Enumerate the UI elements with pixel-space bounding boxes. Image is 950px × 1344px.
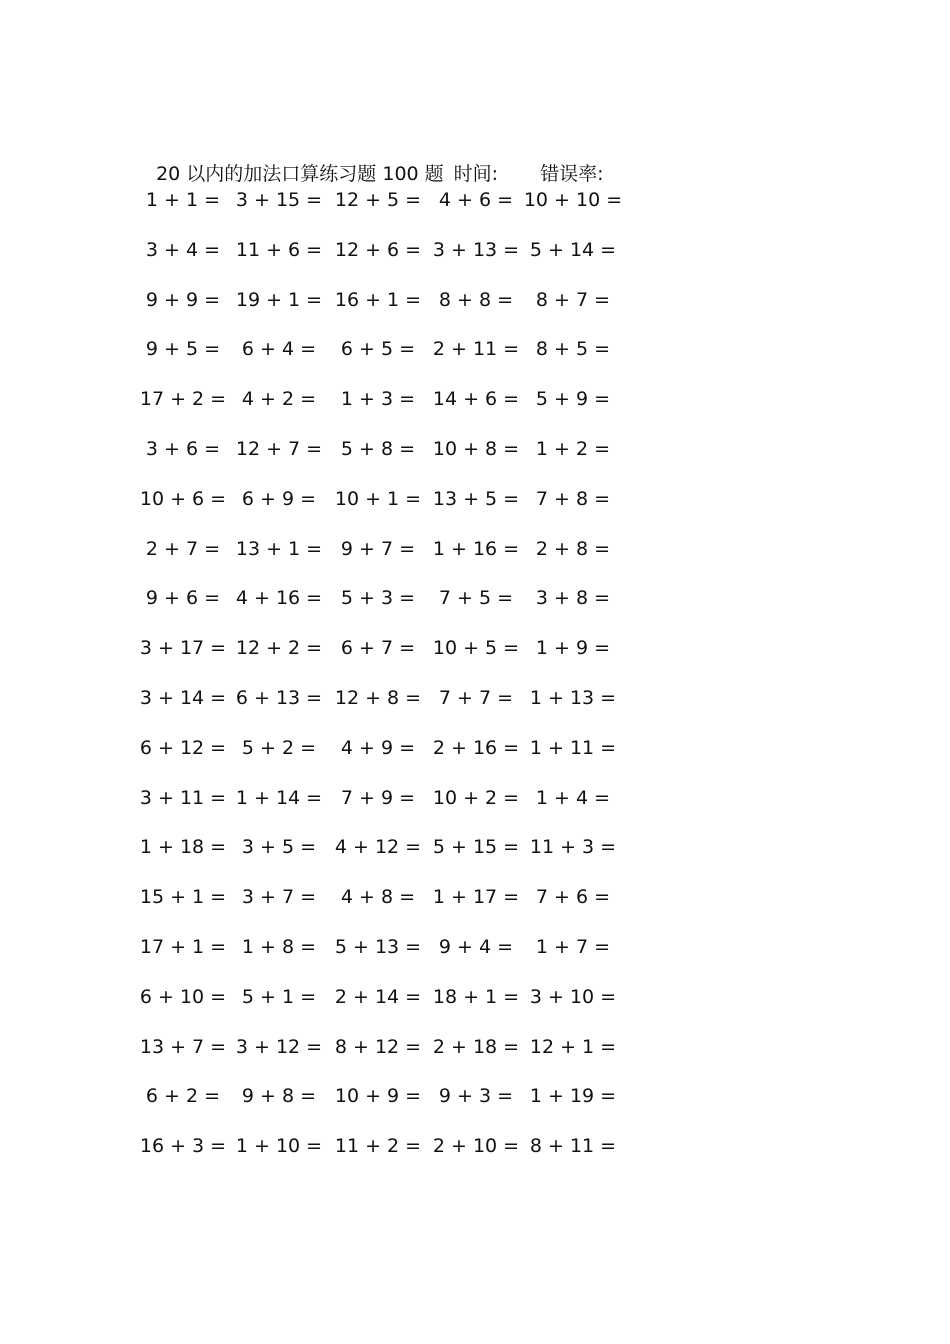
math-problem: 2 + 18 =: [432, 1035, 520, 1058]
math-problem: 14 + 6 =: [432, 388, 520, 411]
math-problem: 18 + 1 =: [432, 985, 520, 1008]
math-problem: 16 + 3 =: [139, 1135, 227, 1158]
math-problem: 5 + 3 =: [340, 587, 416, 610]
math-problem: 1 + 7 =: [535, 936, 611, 958]
math-problem: 17 + 2 =: [139, 388, 227, 411]
math-problem: 1 + 13 =: [529, 687, 617, 709]
math-problem: 1 + 18 =: [139, 836, 227, 859]
math-problem: 3 + 10 =: [529, 985, 617, 1008]
math-problem: 1 + 10 =: [235, 1135, 323, 1158]
math-problem: 2 + 8 =: [535, 537, 611, 560]
math-problem: 1 + 11 =: [529, 736, 617, 759]
math-problem: 3 + 4 =: [145, 238, 221, 261]
math-problem: 7 + 5 =: [438, 587, 514, 610]
math-problem: 8 + 7 =: [535, 288, 611, 311]
math-problem: 1 + 14 =: [235, 786, 323, 809]
math-problem: 3 + 8 =: [535, 587, 611, 610]
math-problem: 19 + 1 =: [235, 288, 323, 311]
math-problem: 17 + 1 =: [139, 936, 227, 958]
math-problem: 4 + 12 =: [334, 836, 422, 859]
math-problem: 12 + 2 =: [235, 637, 323, 660]
math-problem: 15 + 1 =: [139, 886, 227, 909]
math-problem: 3 + 17 =: [139, 637, 227, 660]
math-problem: 10 + 8 =: [432, 438, 520, 460]
math-problem: 11 + 2 =: [334, 1135, 422, 1158]
math-problem: 5 + 15 =: [432, 836, 520, 859]
math-problem: 6 + 10 =: [139, 985, 227, 1008]
math-problem: 3 + 14 =: [139, 687, 227, 709]
math-problem: 5 + 1 =: [241, 985, 317, 1008]
math-problem: 12 + 6 =: [334, 238, 422, 261]
math-problem: 10 + 6 =: [139, 487, 227, 510]
math-problem: 7 + 7 =: [438, 687, 514, 709]
math-problem: 1 + 8 =: [241, 936, 317, 958]
math-problem: 8 + 5 =: [535, 338, 611, 361]
math-problem: 7 + 8 =: [535, 487, 611, 510]
math-problem: 7 + 6 =: [535, 886, 611, 909]
math-problem: 3 + 13 =: [432, 238, 520, 261]
math-problem: 1 + 3 =: [340, 388, 416, 411]
math-problem: 10 + 2 =: [432, 786, 520, 809]
math-problem: 4 + 9 =: [340, 736, 416, 759]
math-problem: 3 + 11 =: [139, 786, 227, 809]
math-problem: 9 + 4 =: [438, 936, 514, 958]
math-problem: 8 + 11 =: [529, 1135, 617, 1158]
math-problem: 1 + 16 =: [432, 537, 520, 560]
math-problem: 6 + 12 =: [139, 736, 227, 759]
math-problem: 7 + 9 =: [340, 786, 416, 809]
math-problem: 1 + 4 =: [535, 786, 611, 809]
math-problem: 13 + 7 =: [139, 1035, 227, 1058]
math-problem: 5 + 9 =: [535, 388, 611, 411]
worksheet-title: 20 以内的加法口算练习题 100 题: [156, 163, 444, 185]
math-problem: 2 + 11 =: [432, 338, 520, 361]
math-problem: 3 + 15 =: [235, 189, 323, 211]
math-problem: 16 + 1 =: [334, 288, 422, 311]
math-problem: 3 + 5 =: [241, 836, 317, 859]
math-problem: 1 + 19 =: [529, 1085, 617, 1108]
math-problem: 9 + 8 =: [241, 1085, 317, 1108]
math-problem: 1 + 2 =: [535, 438, 611, 460]
math-problem: 11 + 3 =: [529, 836, 617, 859]
math-problem: 3 + 12 =: [235, 1035, 323, 1058]
math-problem: 8 + 12 =: [334, 1035, 422, 1058]
time-label: 时间:: [453, 163, 499, 185]
math-problem: 4 + 16 =: [235, 587, 323, 610]
math-problem: 2 + 10 =: [432, 1135, 520, 1158]
math-problem: 6 + 5 =: [340, 338, 416, 361]
math-problem: 9 + 9 =: [145, 288, 221, 311]
math-problem: 2 + 16 =: [432, 736, 520, 759]
math-problem: 13 + 5 =: [432, 487, 520, 510]
math-problem: 10 + 10 =: [523, 189, 623, 211]
error-rate-label: 错误率:: [540, 163, 604, 185]
math-problem: 9 + 5 =: [145, 338, 221, 361]
math-problem: 9 + 3 =: [438, 1085, 514, 1108]
math-problem: 8 + 8 =: [438, 288, 514, 311]
math-problem: 6 + 13 =: [235, 687, 323, 709]
math-problem: 11 + 6 =: [235, 238, 323, 261]
math-problem: 1 + 17 =: [432, 886, 520, 909]
math-problem: 12 + 5 =: [334, 189, 422, 211]
math-problem: 9 + 7 =: [340, 537, 416, 560]
math-problem: 5 + 13 =: [334, 936, 422, 958]
math-problem: 3 + 7 =: [241, 886, 317, 909]
math-problem: 5 + 8 =: [340, 438, 416, 460]
math-problem: 12 + 1 =: [529, 1035, 617, 1058]
math-problem: 6 + 2 =: [145, 1085, 221, 1108]
math-problem: 2 + 7 =: [145, 537, 221, 560]
math-problem: 10 + 1 =: [334, 487, 422, 510]
math-problem: 2 + 14 =: [334, 985, 422, 1008]
math-problem: 10 + 9 =: [334, 1085, 422, 1108]
math-problem: 3 + 6 =: [145, 438, 221, 460]
math-problem: 10 + 5 =: [432, 637, 520, 660]
math-problem: 4 + 2 =: [241, 388, 317, 411]
math-problem: 1 + 9 =: [535, 637, 611, 660]
math-problem: 6 + 9 =: [241, 487, 317, 510]
math-problem: 4 + 6 =: [438, 189, 514, 211]
math-problem: 9 + 6 =: [145, 587, 221, 610]
math-problem: 12 + 8 =: [334, 687, 422, 709]
math-problem: 12 + 7 =: [235, 438, 323, 460]
math-problem: 1 + 1 =: [145, 189, 221, 211]
math-problem: 4 + 8 =: [340, 886, 416, 909]
math-problem: 5 + 2 =: [241, 736, 317, 759]
math-problem: 13 + 1 =: [235, 537, 323, 560]
math-problem: 5 + 14 =: [529, 238, 617, 261]
math-problem: 6 + 4 =: [241, 338, 317, 361]
math-problem: 6 + 7 =: [340, 637, 416, 660]
